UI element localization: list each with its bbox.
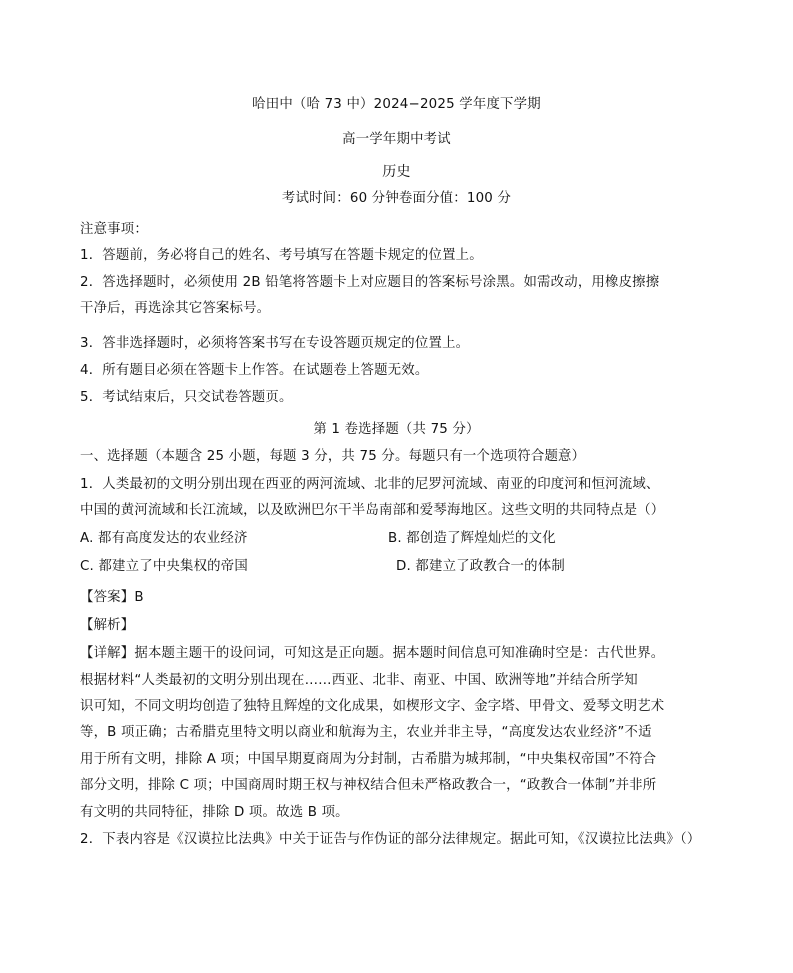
answer: 【答案】B <box>80 590 144 605</box>
notice-item: 1．答题前，务必将自己的姓名、考号填写在答题卡规定的位置上。 <box>80 248 483 263</box>
exam-title: 高一学年期中考试 <box>342 132 451 147</box>
notice-item: 3．答非选择题时，必须将答案书写在专设答题页规定的位置上。 <box>80 336 470 351</box>
option-d: D. 都建立了政教合一的体制 <box>396 559 565 574</box>
question-1-stem: 1．人类最初的文明分别出现在西亚的两河流域、北非的尼罗河流域、南亚的印度河和恒河流域、 <box>80 477 660 492</box>
school-term-title: 哈田中（哈 73 中）2024−2025 学年度下学期 <box>252 97 541 112</box>
analysis-line: 根据材料“人类最初的文明分别出现在……西亚、北非、南亚、中国、欧洲等地”并结合所学知 <box>80 673 638 688</box>
analysis-line: 【详解】据本题主题干的设问词，可知这是正向题。据本题时间信息可知准确时空是：古代世界。 <box>80 646 665 661</box>
analysis-line: 识可知，不同文明均创造了独特且辉煌的文化成果，如楔形文字、金字塔、甲骨文、爱琴文明艺术 <box>80 699 665 714</box>
option-a: A. 都有高度发达的农业经济 <box>80 531 248 546</box>
question-2-stem: 2．下表内容是《汉谟拉比法典》中关于证告与作伪证的部分法律规定。据此可知，《汉谟拉比法典》（） <box>80 832 701 847</box>
notice-item: 5．考试结束后，只交试卷答题页。 <box>80 390 293 405</box>
notice-item: 4．所有题目必须在答题卡上作答。在试题卷上答题无效。 <box>80 363 429 378</box>
option-c: C. 都建立了中央集权的帝国 <box>80 559 248 574</box>
option-b: B. 都创造了辉煌灿烂的文化 <box>388 531 556 546</box>
analysis-line: 等，B 项正确；古希腊克里特文明以商业和航海为主，农业并非主导，“高度发达农业经济”不适 <box>80 725 652 740</box>
exam-info: 考试时间：60 分钟卷面分值：100 分 <box>281 191 512 206</box>
analysis-line: 有文明的共同特征，排除 D 项。故选 B 项。 <box>80 805 349 820</box>
notice-item: 干净后，再选涂其它答案标号。 <box>80 301 271 316</box>
question-1-stem: 中国的黄河流域和长江流域，以及欧洲巴尔干半岛南部和爱琴海地区。这些文明的共同特点是（） <box>80 503 665 518</box>
subject-title: 历史 <box>382 164 411 180</box>
notice-title: 注意事项： <box>80 222 148 237</box>
analysis-label: 【解析】 <box>80 618 135 633</box>
analysis-line: 部分文明，排除 C 项；中国商周时期王权与神权结合但未严格政教合一，“政教合一体制”并非所 <box>80 778 657 793</box>
analysis-line: 用于所有文明，排除 A 项；中国早期夏商周为分封制，古希腊为城邦制，“中央集权帝国”不符合 <box>80 752 657 767</box>
section-instruction: 一、选择题（本题含 25 小题，每题 3 分，共 75 分。每题只有一个选项符合题意） <box>80 449 586 464</box>
notice-item: 2．答选择题时，必须使用 2B 铅笔将答题卡上对应题目的答案标号涂黑。如需改动，用橡皮擦擦 <box>80 275 660 290</box>
section-title: 第 1 卷选择题（共 75 分） <box>313 422 480 437</box>
